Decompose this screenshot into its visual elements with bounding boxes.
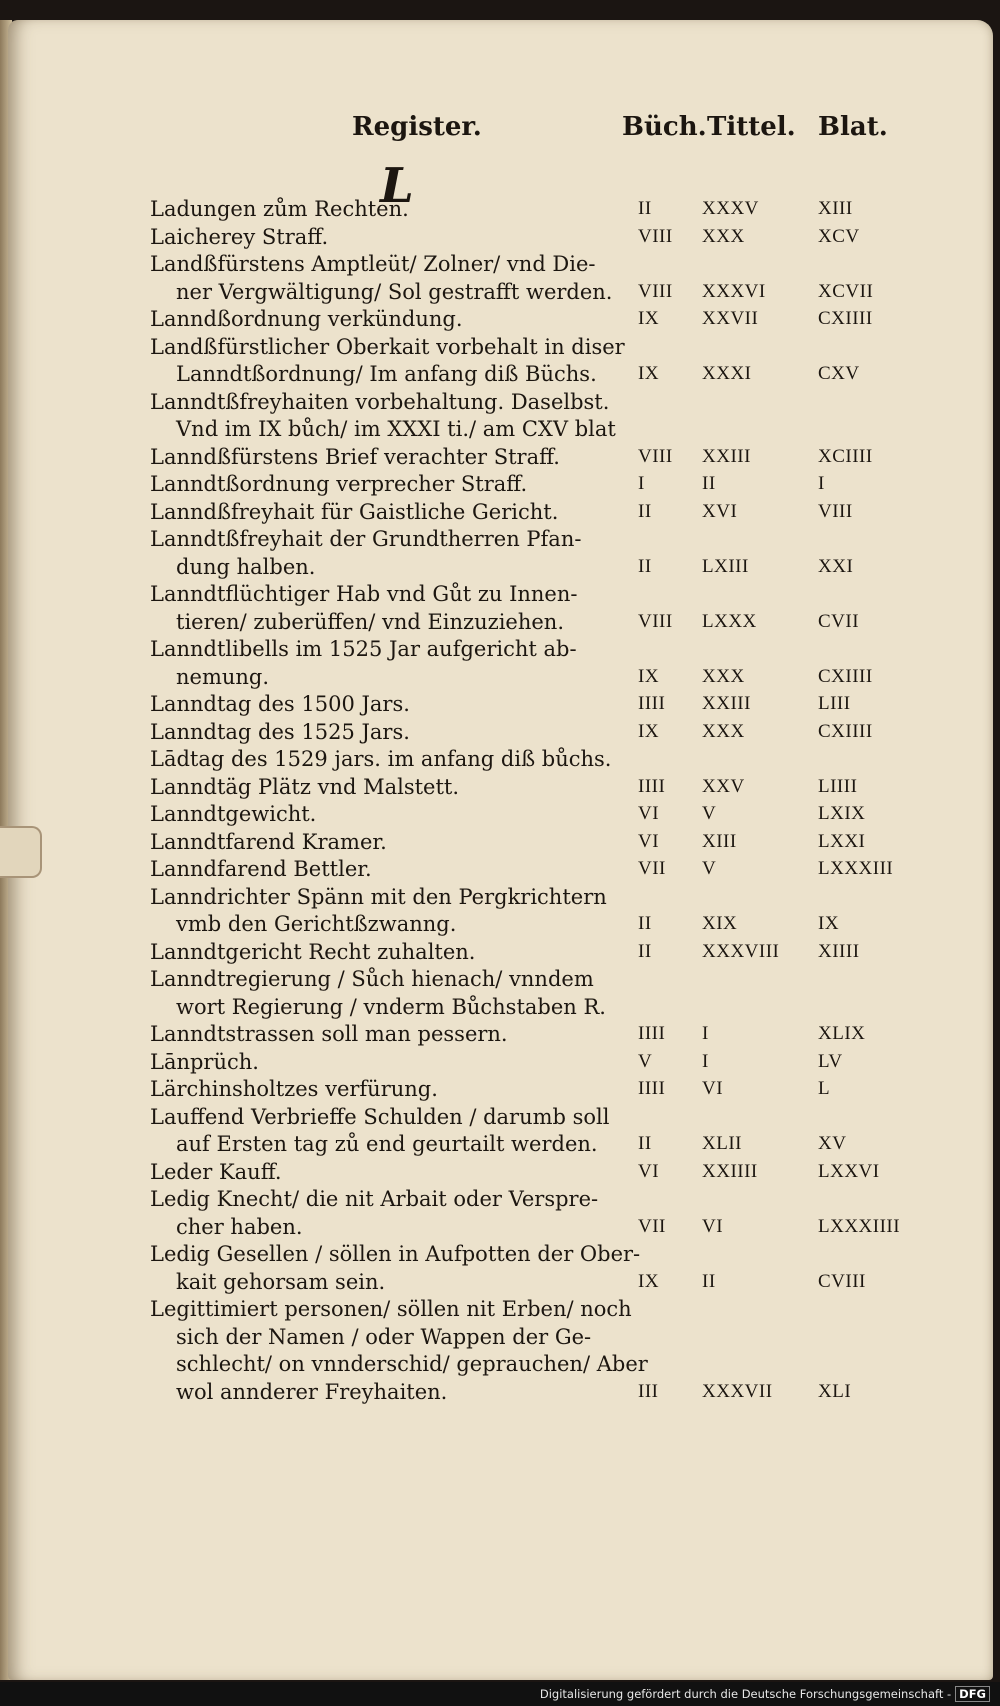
- title-number: XIX: [702, 913, 738, 934]
- entry-text-line: Lānprüch.: [150, 1049, 259, 1074]
- title-number: XXIIII: [702, 1160, 758, 1182]
- page-number: XCIIII: [818, 445, 873, 467]
- book-number: VIII: [638, 445, 673, 467]
- title-number: LXXX: [702, 610, 757, 632]
- entry-text-line: Legittimiert personen/ söllen nit Erben/ noch: [150, 1297, 632, 1321]
- page-number: XCVII: [818, 280, 874, 302]
- register-entry: [150, 251, 620, 306]
- page-number: XIIII: [818, 940, 860, 962]
- register-entry: [150, 939, 620, 967]
- entry-text-line: tieren/ zuberüffen/ vnd Einzuziehen.: [176, 609, 564, 634]
- book-number: VIII: [638, 610, 673, 632]
- book-number: II: [638, 500, 652, 522]
- page-number: CVII: [818, 610, 860, 632]
- entry-text-line: cher haben.: [176, 1214, 303, 1239]
- title-number: XXX: [702, 225, 745, 247]
- column-header-book: Büch.: [622, 112, 707, 142]
- page-number: XXI: [818, 555, 854, 577]
- register-entry: [150, 856, 620, 884]
- title-number: LXIII: [702, 555, 749, 577]
- entry-text-line: Lanndtfarend Kramer.: [150, 829, 387, 854]
- entry-text-line: schlecht/ on vnnderschid/ geprauchen/ Aber: [176, 1352, 648, 1376]
- register-heading: Register.: [352, 112, 482, 142]
- entry-text-line: Lanndßfreyhait für Gaistliche Gericht.: [150, 499, 559, 524]
- entry-text-line: Lanndtßfreyhait der Grundtherren Pfan-: [150, 527, 582, 551]
- entry-text-line: Leder Kauff.: [150, 1159, 282, 1184]
- register-entry: [150, 774, 620, 802]
- page-number: CVIII: [818, 1270, 866, 1292]
- book-number: IX: [638, 720, 660, 742]
- entry-text-line: Lärchinsholtzes verfürung.: [150, 1077, 438, 1101]
- page-number: LXXXIII: [818, 858, 894, 879]
- title-number: V: [702, 858, 717, 879]
- entry-text-line: Lauffend Verbrieffe Schulden / darumb soll: [150, 1104, 610, 1129]
- book-number: II: [638, 1133, 652, 1154]
- page-number: IX: [818, 913, 840, 934]
- register-entry: [150, 1241, 641, 1296]
- title-number: XXV: [702, 775, 745, 797]
- entry-text-line: Lanndrichter Spänn mit den Pergkrichtern: [150, 884, 607, 909]
- entry-text-line: Lanndtgericht Recht zuhalten.: [150, 939, 476, 964]
- register-entry: [150, 719, 620, 747]
- entry-text-line: Lādtag des 1529 jars. im anfang diß bůchs.: [150, 747, 612, 771]
- book-number: IIII: [638, 693, 666, 714]
- book-number: VI: [638, 830, 660, 852]
- digitization-footer: [0, 1682, 1000, 1706]
- title-number: XLII: [702, 1133, 742, 1154]
- title-number: XIII: [702, 830, 737, 852]
- entry-text-line: Lanndtstrassen soll man pessern.: [150, 1022, 508, 1046]
- title-number: II: [702, 473, 716, 494]
- register-entry: [150, 499, 620, 527]
- entry-text-line: ner Vergwältigung/ Sol gestrafft werden.: [176, 279, 613, 304]
- book-number: VII: [638, 858, 666, 879]
- book-number: VIII: [638, 225, 673, 247]
- register-entry: [150, 829, 620, 857]
- register-entry: [150, 1049, 620, 1077]
- page-number: LXXI: [818, 830, 866, 852]
- entry-text-line: Lanndtregierung / Sůch hienach/ vnndem: [150, 967, 594, 991]
- register-entry: [150, 801, 620, 829]
- title-number: XXXVI: [702, 280, 766, 302]
- register-entry: [150, 966, 620, 1021]
- page-number: CXIIII: [818, 720, 873, 742]
- title-number: XVI: [702, 500, 738, 522]
- entry-text-line: Landßfürstlicher Oberkait vorbehalt in diser: [150, 334, 625, 359]
- register-entry: [150, 224, 620, 252]
- book-number: VIII: [638, 280, 673, 302]
- title-number: VI: [702, 1078, 724, 1099]
- book-number: V: [638, 1050, 653, 1072]
- entry-text-line: Lanndtag des 1500 Jars.: [150, 692, 410, 716]
- page-number: XV: [818, 1133, 847, 1154]
- register-entry: [150, 691, 620, 719]
- register-entry: [150, 746, 620, 774]
- page-number: VIII: [818, 500, 853, 522]
- title-number: XXX: [702, 720, 745, 742]
- entry-text-line: Lanndßordnung verkündung.: [150, 307, 463, 331]
- entry-text-line: nemung.: [176, 664, 270, 689]
- entry-text-line: Lanndtag des 1525 Jars.: [150, 719, 410, 744]
- book-number: IX: [638, 1270, 660, 1292]
- entry-text-line: auf Ersten tag zů end geurtailt werden.: [176, 1132, 598, 1156]
- page-number: CXIIII: [818, 308, 873, 329]
- book-number: IX: [638, 363, 660, 384]
- page-number: LXIX: [818, 803, 866, 824]
- entry-text-line: kait gehorsam sein.: [176, 1269, 386, 1294]
- entry-text-line: dung halben.: [176, 554, 316, 579]
- footer-text: Digitalisierung gefördert durch die Deutsche Forschungsgemeinschaft -: [539, 1687, 952, 1701]
- page-number: LXXXIIII: [818, 1215, 901, 1237]
- book-number: IX: [638, 308, 660, 329]
- page-number: LIII: [818, 693, 851, 714]
- title-number: V: [702, 803, 717, 824]
- register-entry: [150, 471, 620, 499]
- entry-text-line: wol annderer Freyhaiten.: [176, 1379, 448, 1404]
- register-entry: [150, 1186, 620, 1241]
- title-number: I: [702, 1050, 709, 1072]
- register-entry: [150, 1296, 648, 1406]
- entry-text-line: Lanndtlibells im 1525 Jar aufgericht ab-: [150, 637, 577, 661]
- title-number: I: [702, 1023, 709, 1044]
- title-number: XXVII: [702, 308, 759, 329]
- entry-text-line: sich der Namen / oder Wappen der Ge-: [176, 1324, 592, 1349]
- title-number: XXX: [702, 665, 745, 687]
- entry-text-line: Vnd im IX bůch/ im XXXI ti./ am CXV blat: [176, 417, 616, 441]
- book-number: IIII: [638, 1023, 666, 1044]
- book-number: II: [638, 940, 652, 962]
- column-header-page: Blat.: [818, 112, 888, 142]
- section-initial: L: [380, 158, 414, 214]
- book-number: II: [638, 555, 652, 577]
- title-number: XXIII: [702, 445, 751, 467]
- entry-text-line: wort Regierung / vnderm Bůchstaben R.: [176, 994, 606, 1019]
- book-number: II: [638, 198, 652, 219]
- dfg-logo: DFG: [955, 1686, 990, 1702]
- book-number: III: [638, 1380, 659, 1402]
- page-number: XLI: [818, 1380, 852, 1402]
- book-number: VII: [638, 1215, 666, 1237]
- entry-text-line: Ladungen zům Rechten.: [150, 197, 409, 221]
- entry-text-line: vmb den Gerichtßzwanng.: [176, 912, 457, 936]
- title-number: VI: [702, 1215, 724, 1237]
- page-number: XIII: [818, 198, 853, 219]
- page-number: XCV: [818, 225, 860, 247]
- page-number: L: [818, 1078, 831, 1099]
- column-header-title: Tittel.: [707, 112, 796, 142]
- title-number: XXXVIII: [702, 940, 780, 962]
- entry-text-line: Lanndtäg Plätz vnd Malstett.: [150, 774, 460, 799]
- title-number: XXXI: [702, 363, 752, 384]
- page-number: LIIII: [818, 775, 858, 797]
- title-number: XXXV: [702, 198, 759, 219]
- page-number: CXV: [818, 363, 860, 384]
- register-entry: [150, 196, 620, 224]
- page-number: XLIX: [818, 1023, 866, 1044]
- register-entry: [150, 1076, 620, 1104]
- register-entry: [150, 1104, 620, 1159]
- register-entry: [150, 1159, 620, 1187]
- page-number: CXIIII: [818, 665, 873, 687]
- page-number: I: [818, 473, 825, 494]
- entry-text-line: Lanndtßordnung/ Im anfang diß Büchs.: [176, 362, 597, 386]
- register-entry: [150, 581, 620, 636]
- entry-text-line: Lanndtgewicht.: [150, 802, 317, 826]
- book-number: IIII: [638, 1078, 666, 1099]
- page-number: LXXVI: [818, 1160, 880, 1182]
- register-entry: [150, 444, 620, 472]
- entry-text-line: Ledig Gesellen / söllen in Aufpotten der Ober-: [150, 1242, 641, 1266]
- entry-text-line: Lanndfarend Bettler.: [150, 857, 372, 881]
- register-entry: [150, 526, 620, 581]
- entry-text-line: Laicherey Straff.: [150, 224, 329, 249]
- title-number: XXIII: [702, 693, 751, 714]
- book-number: I: [638, 473, 645, 494]
- entry-text-line: Lanndtflüchtiger Hab vnd Gůt zu Innen-: [150, 582, 578, 606]
- entry-text-line: Lanndtßfreyhaiten vorbehaltung. Daselbst.: [150, 389, 610, 414]
- page-tab-marker: [0, 826, 42, 878]
- book-number: IIII: [638, 775, 666, 797]
- register-entry: [150, 334, 625, 389]
- book-number: VI: [638, 1160, 660, 1182]
- entry-text-line: Landßfürstens Amptleüt/ Zolner/ vnd Die-: [150, 252, 596, 276]
- title-number: XXXVII: [702, 1380, 773, 1402]
- register-entry: [150, 636, 620, 691]
- register-entry: [150, 1021, 620, 1049]
- book-number: IX: [638, 665, 660, 687]
- entry-text-line: Ledig Knecht/ die nit Arbait oder Verspre-: [150, 1187, 599, 1211]
- title-number: II: [702, 1270, 716, 1292]
- entry-text-line: Lanndtßordnung verprecher Straff.: [150, 472, 528, 496]
- register-entry: [150, 306, 620, 334]
- entry-text-line: Lanndßfürstens Brief verachter Straff.: [150, 444, 560, 469]
- register-entry: [150, 884, 620, 939]
- page-number: LV: [818, 1050, 843, 1072]
- book-number: VI: [638, 803, 660, 824]
- book-number: II: [638, 913, 652, 934]
- register-entry: [150, 389, 620, 444]
